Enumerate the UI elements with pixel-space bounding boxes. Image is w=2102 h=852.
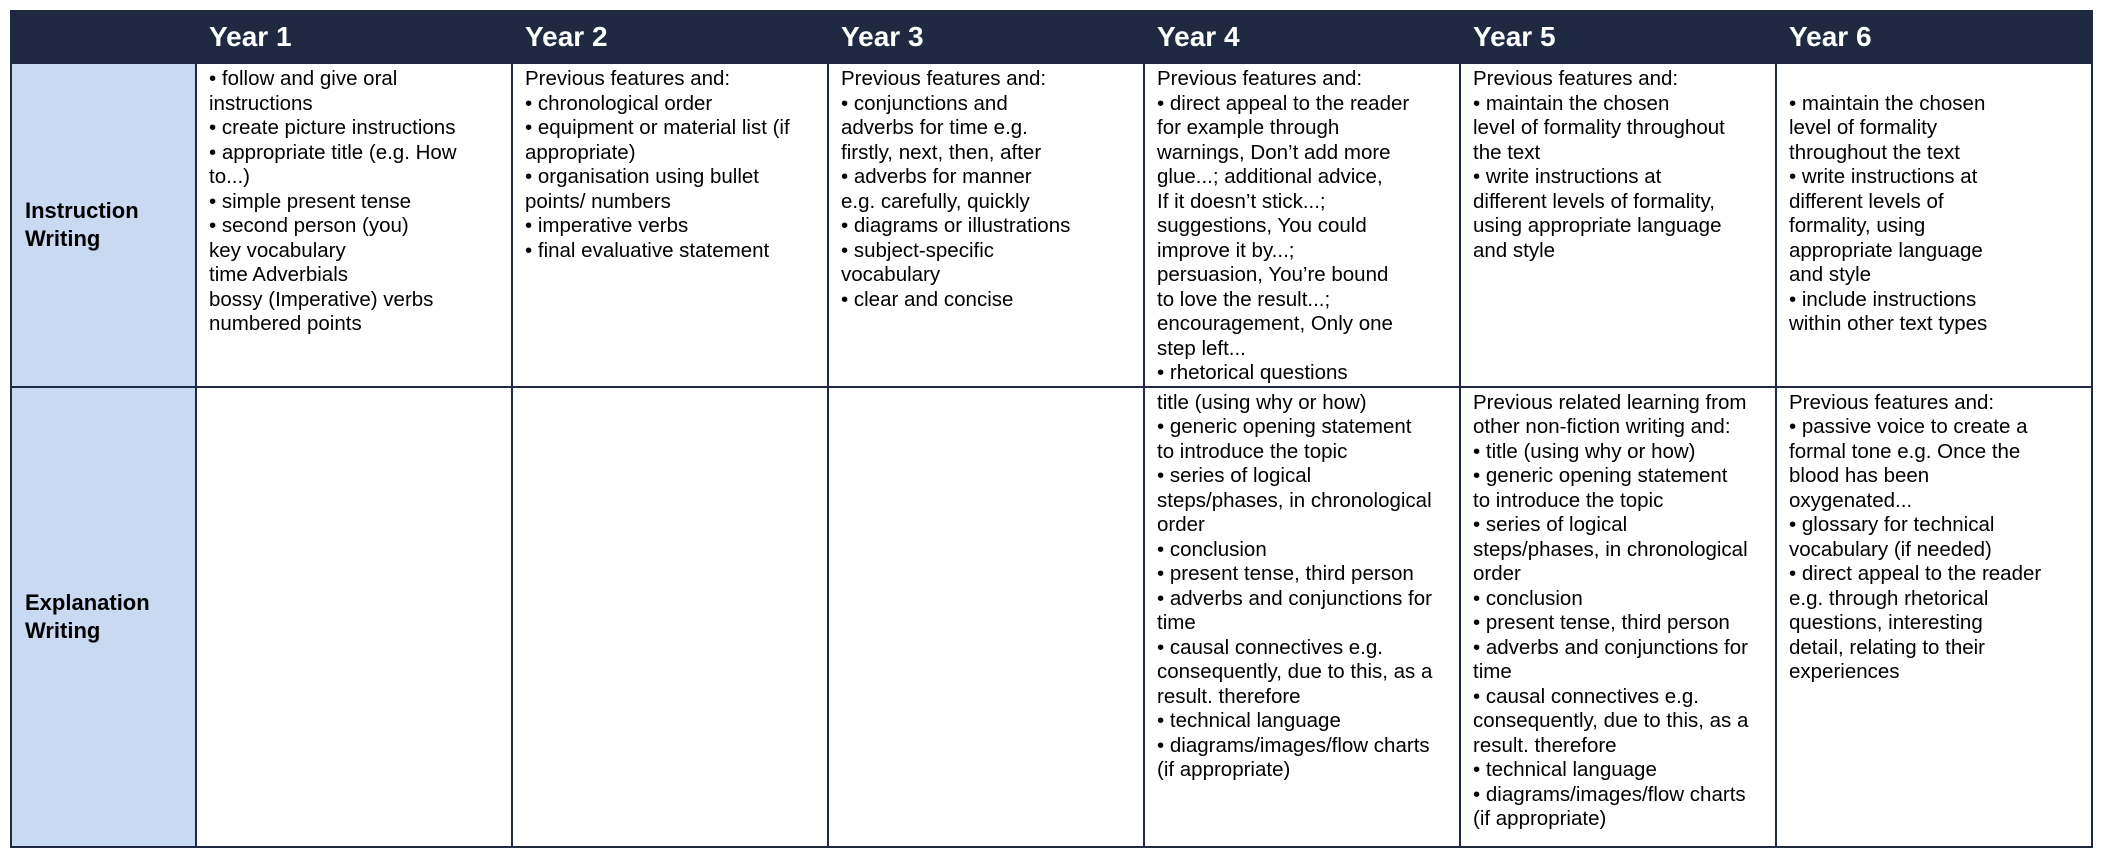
table-cell [1460, 63, 1776, 387]
cell-text-line: Previous features and: [525, 67, 731, 90]
cell-text-line: throughout the text [1789, 140, 1960, 164]
table-cell [512, 387, 828, 847]
cell-text-line: • maintain the chosen [1473, 91, 1670, 115]
table-row-explanation-writing [11, 387, 2092, 847]
cell-text-line: level of formality [1789, 116, 1938, 139]
cell-text-line: • present tense, third person [1473, 611, 1730, 634]
column-header-year-5: Year 5 [1460, 11, 1776, 63]
cell-text-line: warnings, Don’t add more [1157, 140, 1391, 164]
cell-text-line: • diagrams or illustrations [841, 214, 1071, 237]
row-header-explanation-writing [11, 387, 196, 847]
cell-text-line: • diagrams/images/flow charts [1473, 782, 1746, 806]
cell-text-line: different levels of formality, [1473, 189, 1715, 213]
cell-text-line: to introduce the topic [1157, 439, 1348, 463]
cell-text-line: persuasion, You’re bound [1157, 263, 1389, 286]
cell-text-line: Previous related learning from [1473, 390, 1747, 414]
table-cell [1144, 63, 1460, 387]
cell-text-line: numbered points [209, 312, 362, 335]
cell-text-line: encouragement, Only one [1157, 312, 1393, 335]
cell-text-line: • appropriate title (e.g. How [209, 140, 457, 164]
column-header-year-2: Year 2 [512, 11, 828, 63]
cell-text-line: e.g. carefully, quickly [841, 189, 1030, 213]
cell-text-line: step left... [1157, 336, 1246, 360]
cell-text-line: • direct appeal to the reader [1789, 562, 2042, 585]
cell-text-line: appropriate) [525, 140, 636, 164]
cell-text-line: • series of logical [1157, 464, 1312, 487]
cell-text-line: • organisation using bullet [525, 165, 759, 188]
cell-text-line: other non-fiction writing and: [1473, 415, 1731, 438]
cell-text-line: • title (using why or how) [1473, 439, 1696, 463]
cell-text-line: • generic opening statement [1473, 464, 1728, 487]
column-header-year-4: Year 4 [1144, 11, 1460, 63]
table-cell [1776, 387, 2092, 847]
cell-text-line: level of formality throughout [1473, 116, 1725, 139]
cell-text-line: Previous features and: [1473, 67, 1679, 90]
table-cell [1460, 387, 1776, 847]
cell-text-line: • create picture instructions [209, 116, 456, 139]
cell-text-line: • glossary for technical [1789, 513, 1995, 536]
cell-text-line: to love the result...; [1157, 287, 1331, 311]
cell-text-line: appropriate language [1789, 238, 1983, 262]
cell-text-line: different levels of [1789, 189, 1944, 213]
cell-text-line: • diagrams/images/flow charts [1157, 733, 1430, 757]
cell-text-line: (if appropriate) [1157, 758, 1291, 781]
cell-text-line: • maintain the chosen [1789, 91, 1986, 115]
cell-text-line: steps/phases, in chronological [1157, 488, 1432, 512]
cell-text-line: • clear and concise [841, 287, 1014, 311]
cell-text-line: the text [1473, 140, 1541, 164]
cell-text-line: • simple present tense [209, 189, 412, 213]
table-cell [828, 63, 1144, 387]
cell-text-line: • follow and give oral [209, 67, 398, 90]
table-cell [196, 63, 512, 387]
cell-text-line: e.g. through rhetorical [1789, 586, 1989, 610]
cell-text-line: time [1157, 611, 1196, 634]
cell-text-line: vocabulary [841, 263, 941, 286]
cell-text-line: steps/phases, in chronological [1473, 537, 1748, 561]
cell-text-line: result. therefore [1157, 684, 1301, 708]
cell-text-line: • adverbs for manner [841, 165, 1032, 188]
cell-text-line: instructions [209, 91, 313, 115]
cell-text-line: (if appropriate) [1473, 807, 1607, 830]
cell-text-line: time [1473, 660, 1512, 683]
table-cell [828, 387, 1144, 847]
cell-text-line: and style [1473, 238, 1556, 262]
cell-text-line: to introduce the topic [1473, 488, 1664, 512]
cell-text-line: Previous features and: [841, 67, 1047, 90]
cell-text-line: adverbs for time e.g. [841, 116, 1028, 139]
cell-text-line: blood has been [1789, 464, 1930, 487]
row-header-line: Instruction [25, 197, 139, 223]
cell-text-line [1789, 67, 2083, 92]
cell-text-line: • series of logical [1473, 513, 1628, 536]
table-row-instruction-writing [11, 63, 2092, 387]
cell-text-line: • causal connectives e.g. [1157, 635, 1383, 659]
cell-text-line: within other text types [1789, 312, 1988, 335]
table-cell [196, 387, 512, 847]
cell-text-line: using appropriate language [1473, 214, 1722, 237]
cell-text-line: time Adverbials [209, 263, 349, 286]
cell-text-line: title (using why or how) [1157, 390, 1367, 414]
cell-text-line: order [1473, 562, 1521, 585]
row-header-line: Explanation [25, 589, 150, 615]
cell-text-line: glue...; additional advice, [1157, 165, 1383, 188]
cell-text-line: • adverbs and conjunctions for [1157, 586, 1432, 610]
cell-text-line: suggestions, You could [1157, 214, 1367, 237]
cell-text-line: • equipment or material list (if [525, 116, 790, 139]
cell-text-line: improve it by...; [1157, 238, 1295, 262]
cell-text-line: • chronological order [525, 91, 713, 115]
cell-text-line: formal tone e.g. Once the [1789, 439, 2021, 463]
cell-text-line: • present tense, third person [1157, 562, 1414, 585]
cell-text-line: • technical language [1473, 758, 1657, 781]
cell-text-line: vocabulary (if needed) [1789, 537, 1992, 561]
cell-text-line: • rhetorical questions [1157, 361, 1348, 384]
cell-text-line: Previous features and: [1157, 67, 1363, 90]
header-row [11, 11, 2092, 63]
cell-text-line: key vocabulary [209, 238, 346, 262]
cell-text-line: • include instructions [1789, 287, 1977, 311]
cell-text-line: • direct appeal to the reader [1157, 91, 1410, 115]
cell-text-line: and style [1789, 263, 1872, 286]
year-comparison-table [10, 10, 2093, 848]
cell-text-line: • passive voice to create a [1789, 415, 2028, 438]
cell-text-line: result. therefore [1473, 733, 1617, 757]
cell-text-line: formality, using [1789, 214, 1926, 237]
column-header-year-3: Year 3 [828, 11, 1144, 63]
column-header-year-6: Year 6 [1776, 11, 2092, 63]
cell-text-line: for example through [1157, 116, 1340, 139]
cell-text-line: order [1157, 513, 1205, 536]
cell-text-line: • adverbs and conjunctions for [1473, 635, 1748, 659]
cell-text-line: • write instructions at [1473, 165, 1662, 188]
cell-text-line: • conclusion [1473, 586, 1583, 610]
cell-text-line: • technical language [1157, 709, 1341, 732]
cell-text-line: oxygenated... [1789, 488, 1913, 512]
cell-text-line: • conjunctions and [841, 91, 1008, 115]
cell-text-line: • write instructions at [1789, 165, 1978, 188]
cell-text-line: Previous features and: [1789, 390, 1995, 414]
row-header-line: Writing [25, 225, 101, 251]
cell-text-line: • generic opening statement [1157, 415, 1412, 438]
cell-text-line: consequently, due to this, as a [1473, 709, 1749, 732]
cell-text-line: If it doesn’t stick...; [1157, 189, 1326, 213]
cell-text-line: • conclusion [1157, 537, 1267, 561]
cell-text-line: detail, relating to their [1789, 635, 1986, 659]
cell-text-line: • final evaluative statement [525, 238, 770, 262]
cell-text-line: consequently, due to this, as a [1157, 660, 1433, 683]
row-header-line: Writing [25, 617, 101, 643]
row-header-instruction-writing [11, 63, 196, 387]
cell-text-line: • imperative verbs [525, 214, 689, 237]
cell-text-line: points/ numbers [525, 189, 671, 213]
corner-cell [11, 11, 196, 63]
cell-text-line: firstly, next, then, after [841, 140, 1042, 164]
cell-text-line: bossy (Imperative) verbs [209, 287, 434, 311]
cell-text-line: experiences [1789, 660, 1900, 683]
table-cell [512, 63, 828, 387]
cell-text-line: questions, interesting [1789, 611, 1983, 634]
cell-text-line: • second person (you) [209, 214, 409, 237]
cell-text-line: • causal connectives e.g. [1473, 684, 1699, 708]
cell-text-line: to...) [209, 165, 251, 188]
column-header-year-1: Year 1 [196, 11, 512, 63]
cell-text-line: • subject-specific [841, 238, 995, 262]
table-cell [1144, 387, 1460, 847]
table-cell [1776, 63, 2092, 387]
